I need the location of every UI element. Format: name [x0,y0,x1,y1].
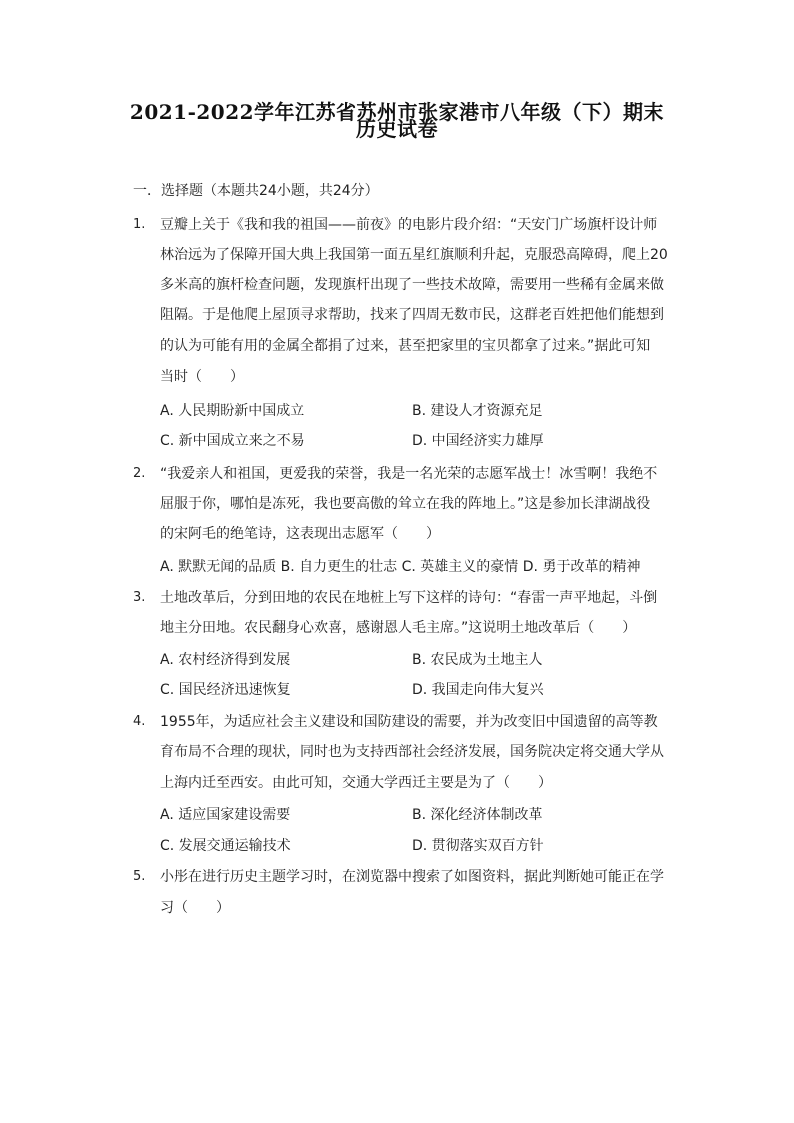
option-c: C. 新中国成立来之不易 [160,433,305,449]
question-text-line: 土地改革后，分到田地的农民在地桩上写下这样的诗句：“春雷一声平地起，斗倒 [160,590,658,606]
option-a: A. 农村经济得到发展 [160,652,291,668]
option-d: D. 中国经济实力雄厚 [412,433,544,449]
question-text-line: 地主分田地。农民翻身心欢喜，感谢恩人毛主席。”这说明土地改革后（ ） [160,620,637,636]
question-text-line: 多米高的旗杆检查问题，发现旗杆出现了一些技术故障，需要用一些稀有金属来做 [160,277,664,293]
section-header: 一．选择题（本题共24小题，共24分） [133,183,379,199]
document-title-line2: 历史试卷 [356,117,438,141]
question-text-line: “我爱亲人和祖国，更爱我的荣誉，我是一名光荣的志愿军战士！冰雪啊！我绝不 [160,466,658,482]
question-text-line: 屈服于你，哪怕是冻死，我也要高傲的耸立在我的阵地上。”这是参加长津湖战役 [160,496,651,512]
option-d: D. 我国走向伟大复兴 [412,682,544,698]
question-text-line: 的宋阿毛的绝笔诗，这表现出志愿军（ ） [160,526,440,542]
question-number: 2. [133,466,146,481]
question-text-line: 小彤在进行历史主题学习时，在浏览器中搜索了如图资料，据此判断她可能正在学 [160,869,664,885]
question-text-line: 习（ ） [160,900,230,916]
option-a: A. 人民期盼新中国成立 [160,403,305,419]
option-a: A. 适应国家建设需要 [160,807,291,823]
question-number: 1. [133,217,146,232]
option-b: B. 农民成为土地主人 [412,652,543,668]
question-number: 4. [133,714,146,729]
options-inline: A. 默默无闻的品质 B. 自力更生的壮志 C. 英雄主义的豪情 D. 勇于改革的精神 [160,559,641,575]
option-b: B. 建设人才资源充足 [412,403,543,419]
question-text-line: 阻隔。于是他爬上屋顶寻求帮助，找来了四周无数市民，这群老百姓把他们能想到 [160,307,664,323]
question-text-line: 育布局不合理的现状，同时也为支持西部社会经济发展，国务院决定将交通大学从 [160,744,664,760]
option-c: C. 国民经济迅速恢复 [160,682,291,698]
question-number: 5. [133,869,146,884]
option-b: B. 深化经济体制改革 [412,807,543,823]
question-number: 3. [133,590,146,605]
option-c: C. 发展交通运输技术 [160,838,291,854]
question-text-line: 豆瓣上关于《我和我的祖国——前夜》的电影片段介绍：“天安门广场旗杆设计师 [160,217,658,233]
document-title-line1: 2021-2022学年江苏省苏州市张家港市八年级（下）期末 [129,100,665,124]
question-text-line: 当时（ ） [160,369,244,385]
question-text-line: 的认为可能有用的金属全都捐了过来，甚至把家里的宝贝都拿了过来。”据此可知 [160,338,651,354]
question-text-line: 1955年，为适应社会主义建设和国防建设的需要，并为改变旧中国遗留的高等教 [160,714,658,730]
option-d: D. 贯彻落实双百方针 [412,838,544,854]
question-text-line: 上海内迁至西安。由此可知，交通大学西迁主要是为了（ ） [160,775,552,791]
question-text-line: 林治远为了保障开国大典上我国第一面五星红旗顺利升起，克服恐高障碍，爬上20 [160,247,668,263]
